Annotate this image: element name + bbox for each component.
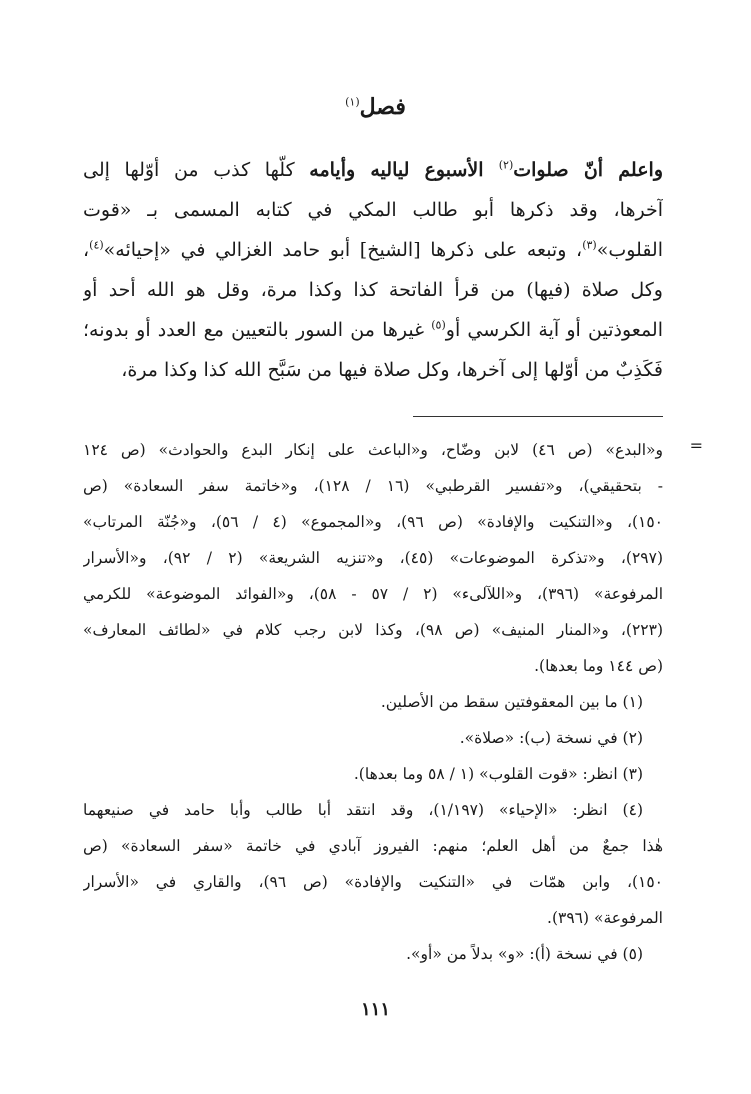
footnote-continuation-line: (٢٩٧)، و«تذكرة الموضوعات» (٤٥)، و«تنزيه الشريعة» (٢ / ٩٢)، و«الأسرار	[83, 549, 663, 567]
main-text-line-3-end: ،	[83, 239, 90, 261]
main-text	[83, 150, 663, 390]
main-text-line-1-start: واعلم أنّ صلوات	[513, 159, 663, 181]
footnote-continuation-mark: =	[689, 436, 703, 455]
main-text-line-4: وكل صلاة (فيها) من قرأ الفاتحة كذا وكذا مرة، وقل هو الله أحد أو	[83, 279, 663, 301]
footnote-4-line: ١٥٠)، وابن همّات في «التنكيت والإفادة» (ص ٩٦)، والقاري في «الأسرار	[83, 873, 663, 891]
footnote-4-line: هٰذا جمعٌ من أهل العلم؛ منهم: الفيروز آبادي في خاتمة «سفر السعادة» (ص	[83, 837, 663, 855]
section-heading-text: فصل	[359, 94, 406, 120]
footnote-ref-2: (٢)	[498, 158, 514, 172]
section-heading	[0, 92, 751, 122]
main-text-line-3-start: القلوب»	[596, 239, 663, 261]
footnote-continuation-line: ١٥٠)، و«التنكيت والإفادة» (ص ٩٦)، و«المجموع» (٤ / ٥٦)، و«جُنّة المرتاب»	[83, 513, 663, 531]
page-number: ١١١	[360, 999, 390, 1020]
footnote-continuation-line: - بتحقيقي)، و«تفسير القرطبي» (١٦ / ١٢٨)، و«خاتمة سفر السعادة» (ص	[83, 477, 663, 495]
footnotes	[83, 432, 663, 972]
footnote-continuation-line: المرفوعة» (٣٩٦)، و«اللآلىء» (٢ / ٥٧ - ٥٨)، و«الفوائد الموضوعة» للكرمي	[83, 585, 663, 603]
footnote-continuation-line: (ص ١٤٤ وما بعدها).	[534, 657, 663, 675]
main-text-line-5-start: المعوذتين أو آية الكرسي أو	[445, 319, 663, 341]
footnote-2: (٢) في نسخة (ب): «صلاة».	[459, 729, 643, 747]
footnote-ref-3: (٣)	[582, 238, 597, 252]
footnote-ref-5: (٥)	[431, 318, 446, 332]
footnote-separator	[413, 416, 663, 417]
main-text-bold-phrase: الأسبوع لياليه وأيامه	[309, 159, 499, 181]
footnote-5: (٥) في نسخة (أ): «و» بدلاً من «أو».	[406, 945, 643, 963]
footnote-continuation-line: (٢٢٣)، و«المنار المنيف» (ص ٩٨)، وكذا لابن رجب كلام في «لطائف المعارف»	[83, 621, 663, 639]
main-text-line-6: فَكَذِبٌ من أوّلها إلى آخرها، وكل صلاة فيها من سَبَّح الله كذا وكذا مرة،	[121, 359, 663, 381]
footnote-4-line: (٤) انظر: «الإحياء» (١/١٩٧)، وقد انتقد أبا طالب وأبا حامد في صنيعهما	[83, 801, 643, 819]
main-text-line-1-end: كلّها كذب من أوّلها إلى	[83, 159, 310, 181]
main-text-line-3-middle: ، وتبعه على ذكرها [الشيخ] أبو حامد الغزالي في «إحيائه»	[103, 239, 583, 261]
footnote-4-line: المرفوعة» (٣٩٦).	[547, 909, 663, 927]
footnote-continuation-line: و«البدع» (ص ٤٦) لابن وضّاح، و«الباعث على إنكار البدع والحوادث» (ص ١٢٤	[83, 441, 663, 459]
main-text-line-2: آخرها، وقد ذكرها أبو طالب المكي في كتابه المسمى بـ «قوت	[83, 199, 663, 221]
footnote-ref-4: (٤)	[89, 238, 104, 252]
footnote-3: (٣) انظر: «قوت القلوب» (١ / ٥٨ وما بعدها).	[353, 765, 643, 783]
footnote-ref-1: (١)	[345, 95, 360, 109]
main-text-line-5-end: غيرها من السور بالتعيين مع العدد أو بدونه؛	[83, 319, 432, 341]
main-text-line-5	[83, 310, 663, 350]
footnote-1: (١) ما بين المعقوفتين سقط من الأصلين.	[380, 693, 643, 711]
main-text-line-1	[83, 150, 663, 190]
main-text-line-3	[83, 230, 663, 270]
